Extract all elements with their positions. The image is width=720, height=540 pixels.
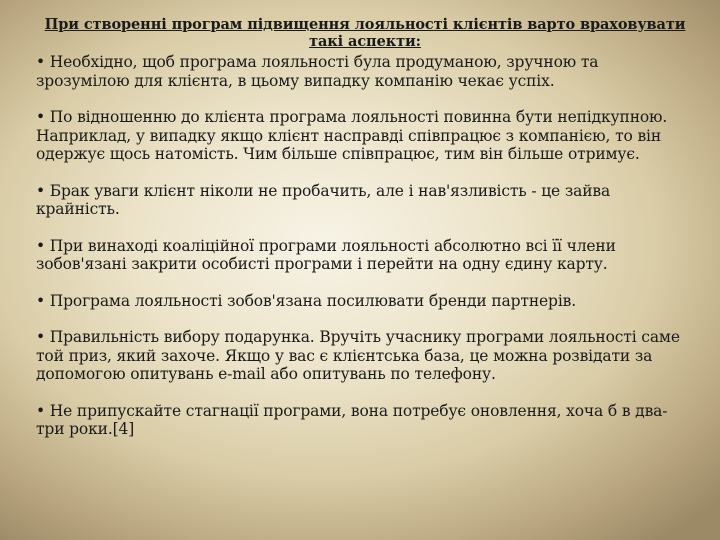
slide-title: При створенні програм підвищення лояльності клієнтів варто враховувати такі аспекти:: [44, 16, 686, 50]
bullet-item: • Необхідно, щоб програма лояльності була продуманою, зручною та зрозумілою для клієнта, в цьому випадку компанію чекає успіх.: [36, 53, 599, 90]
bullet-item: • По відношенню до клієнта програма лояльності повинна бути непідкупною. Наприклад, у випадку якщо клієнт насправді співпрацює з компанією, то він одержує щось натомість. Чим більше співпрацює, тим він більше отримує.: [36, 108, 668, 163]
bullet-item: • При винаході коаліційної програми лояльності абсолютно всі її члени зобов'язані закрити особисті програми і перейти на одну єдину карту.: [36, 236, 616, 273]
bullet-item: • Програма лояльності зобов'язана посилювати бренди партнерів.: [36, 291, 576, 310]
bullet-item: • Брак уваги клієнт ніколи не пробачить, але і нав'язливість - це зайва крайність.: [36, 181, 611, 218]
slide-body: [36, 53, 686, 457]
bullet-item: • Правильність вибору подарунка. Вручіть учаснику програми лояльності саме той приз, який захоче. Якщо у вас є клієнтська база, це можна розвідати за допомогою опитувань e-mail або опитувань по телефону.: [36, 328, 680, 383]
bullet-item: • Не припускайте стагнації програми, вона потребує оновлення, хоча б в два-три роки.[4]: [36, 401, 668, 438]
